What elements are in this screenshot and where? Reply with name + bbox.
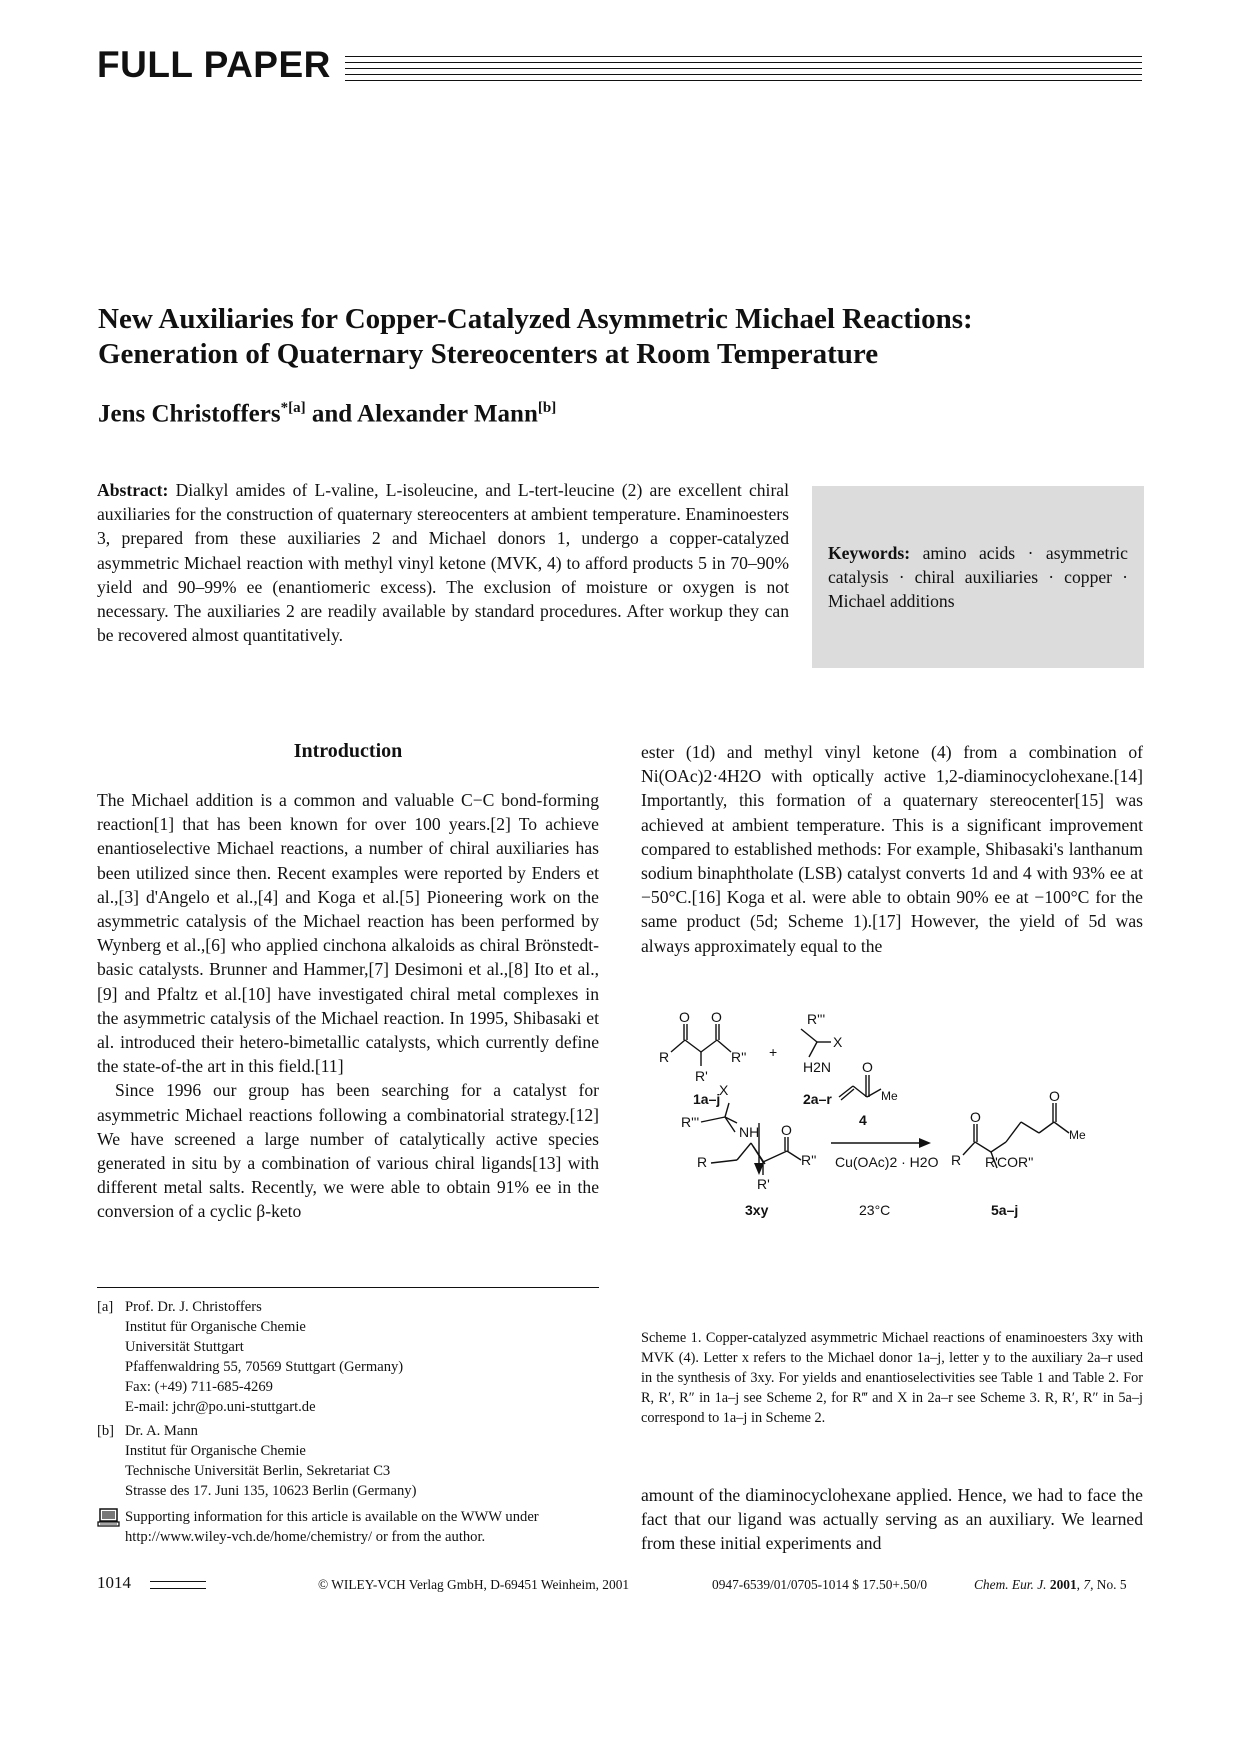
affiliation-line: Pfaffenwaldring 55, 70569 Stuttgart (Germany): [125, 1359, 404, 1375]
intro-paragraph-3: ester (1d) and methyl vinyl ketone (4) from a combination of Ni(OAc)2·4H2O with optically active 1,2-diaminocyclohexane.[14] Importantly, this formation of a quaternary stereocenter[15] was achieved at ambient temperature. This is a significant improvement compared to established methods: For example, Shibasaki's lanthanum sodium binaphtholate (LSB) catalyst converts 1d and 4 with 93% ee at −50°C.[16] Koga et al. were able to obtain 90% ee at −100°C for the same product (5d; Scheme 1).[17] However, the yield of 5d was always approximately equal to the: [641, 742, 1143, 956]
affiliation-a: [97, 1297, 599, 1417]
copyright: © WILEY-VCH Verlag GmbH, D-69451 Weinheim, 2001: [318, 1577, 630, 1592]
author-2-mark: [b]: [537, 400, 557, 416]
journal-volume: 7: [1083, 1577, 1091, 1592]
atom-O: O: [862, 1059, 873, 1075]
atom-Me: Me: [881, 1089, 898, 1103]
abstract: [97, 478, 789, 647]
paper-title: [98, 302, 1148, 372]
atom-R: R: [951, 1152, 962, 1168]
atom-O: O: [1049, 1088, 1060, 1104]
affiliation-tag: [a]: [97, 1299, 114, 1315]
section-heading: Introduction: [293, 740, 403, 762]
page-number: 1014: [97, 1573, 131, 1592]
atom-R-triple-prime: R''': [681, 1114, 700, 1130]
arrow-head: [919, 1138, 931, 1148]
compound-label-5a-j: 5a–j: [991, 1202, 1019, 1218]
keywords-label: Keywords:: [828, 543, 911, 563]
compound-label-1a-j: 1a–j: [693, 1091, 721, 1107]
affiliation-line: Universität Stuttgart: [125, 1339, 244, 1355]
affiliation-line: Institut für Organische Chemie: [125, 1319, 306, 1335]
section-label: FULL PAPER: [97, 44, 331, 85]
atom-R-prime: R': [695, 1068, 708, 1084]
title-line-1: New Auxiliaries for Copper-Catalyzed Asymmetric Michael Reactions:: [98, 303, 973, 335]
atom-O: O: [679, 1009, 690, 1025]
article-code: 0947-6539/01/0705-1014 $ 17.50+.50/0: [712, 1577, 928, 1592]
journal-name: Chem. Eur. J.: [974, 1577, 1047, 1592]
header-rule: [345, 68, 1142, 69]
author-list: [98, 400, 556, 428]
keywords-text: amino acids · asymmetric catalysis · chiral auxiliaries · copper · Michael additions: [828, 543, 1128, 612]
right-column-continued: [641, 1483, 1143, 1556]
affiliation-tag: [b]: [97, 1423, 115, 1439]
supporting-info: [97, 1507, 599, 1547]
atom-Me: Me: [1069, 1128, 1086, 1142]
header-rule: [345, 62, 1142, 63]
affiliation-line: Institut für Organische Chemie: [125, 1443, 306, 1459]
affiliation-line: Technische Universität Berlin, Sekretariat C3: [125, 1463, 391, 1479]
keywords: [828, 541, 1128, 614]
email-link[interactable]: E-mail: jchr@po.uni-stuttgart.de: [125, 1399, 316, 1415]
reagent-number: 4: [859, 1112, 867, 1128]
atom-R: R: [659, 1049, 670, 1065]
plus-sign: +: [769, 1044, 778, 1060]
atom-R: R: [697, 1154, 708, 1170]
author-2: Alexander Mann: [357, 400, 538, 428]
scheme-caption: Scheme 1. Copper-catalyzed asymmetric Michael reactions of enaminoesters 3xy with MVK (4). Letter x refers to the Michael donor 1a–j, letter y to the auxiliary 2a–r used in the synthesis of 3xy. For yields and enantioselectivities see Table 1 and Table 2. For R, R′, R″ in 1a–j see Scheme 2, for R‴ and X in 2a–r see Scheme 3. R, R′, R″ in 5a–j correspond to 1a–j in Scheme 2.: [641, 1330, 1143, 1426]
atom-NH: NH: [739, 1124, 760, 1140]
atom-R-double-prime: R'': [731, 1049, 747, 1065]
header-rule: [345, 74, 1142, 75]
journal-issue: , No. 5: [1090, 1577, 1127, 1592]
reaction-conditions: Cu(OAc)2 · H2O: [835, 1154, 939, 1170]
keywords-box: [812, 486, 1144, 668]
intro-paragraph-1: The Michael addition is a common and valuable C−C bond-forming reaction[1] that has been known for over 100 years.[2] To achieve enantioselective Michael reactions, a number of chiral auxiliaries has been utilized since then. Recent examples were reported by Enders et al.,[3] d'Angelo et al.,[4] and Koga et al.[5] Pioneering work on the asymmetric catalysis of the Michael reaction has been performed by Wynberg et al.,[6] who applied cinchona alkaloids as chiral Brönstedt-basic catalysts. Brunner and Hammer,[7] Desimoni et al.,[8] Ito et al.,[9] and Pfaltz et al.[10] have investigated chiral metal complexes in the asymmetric catalysis of the Michael reaction. In 1995, Shibasaki et al. introduced their hetero-bimetallic catalysts, which currently define the state-of-the art in this field.[11]: [97, 790, 599, 1077]
intro-paragraph-4: amount of the diaminocyclohexane applied. Hence, we had to face the fact that our ligand was actually serving as an auxiliary. We learned from these initial experiments and: [641, 1485, 1143, 1554]
compound-label-2a-r: 2a–r: [803, 1091, 832, 1107]
intro-paragraph-2: Since 1996 our group has been searching for a catalyst for asymmetric Michael reactions following a combinatorial strategy.[12] We have screened a large number of catalytically active species generated in situ by a combination of various chiral ligands[13] with different metal salts. Recently, we were able to obtain 91% ee in the conversion of a cyclic β-keto: [97, 1080, 599, 1222]
affiliation-line: Prof. Dr. J. Christoffers: [125, 1299, 262, 1315]
author-1-mark: *[a]: [280, 400, 306, 416]
footer-rule: [150, 1581, 206, 1582]
atom-COR: COR'': [997, 1154, 1034, 1170]
atom-O: O: [970, 1109, 981, 1125]
affiliation-b: [97, 1421, 599, 1501]
right-column: [641, 740, 1143, 958]
affiliation-line: Strasse des 17. Juni 135, 10623 Berlin (Germany): [125, 1483, 417, 1499]
affiliations: [97, 1297, 599, 1547]
footer-rule: [150, 1588, 206, 1589]
atom-O: O: [781, 1122, 792, 1138]
compound-label-3xy: 3xy: [745, 1202, 769, 1218]
atom-X: X: [719, 1082, 729, 1098]
reaction-scheme: [641, 1005, 1143, 1325]
compound-4-mvk: [839, 1075, 881, 1100]
computer-icon: [97, 1508, 121, 1528]
compound-2a-r: [801, 1029, 831, 1057]
footnote-rule: [97, 1287, 599, 1288]
atom-X: X: [833, 1034, 843, 1050]
title-line-2: Generation of Quaternary Stereocenters at Room Temperature: [98, 338, 879, 370]
atom-R-triple-prime: R''': [807, 1011, 826, 1027]
journal-year: 2001: [1049, 1577, 1077, 1592]
left-column: [97, 788, 599, 1224]
affiliation-line: Fax: (+49) 711-685-4269: [125, 1379, 273, 1395]
atom-R-prime: R': [985, 1154, 998, 1170]
author-joiner: and: [305, 400, 358, 428]
atom-O: O: [711, 1009, 722, 1025]
supporting-info-text: Supporting information for this article is available on the WWW under http://www.wiley-vch.de/home/chemistry/ or from the author.: [125, 1509, 539, 1545]
reaction-temperature: 23°C: [859, 1202, 891, 1218]
compound-1a-j: [671, 1024, 731, 1066]
journal-citation: Chem. Eur. J. 2001, 7, No. 5: [974, 1577, 1127, 1592]
abstract-text: Dialkyl amides of L-valine, L-isoleucine, and L-tert-leucine (2) are excellent chiral auxiliaries for the construction of quaternary stereocenters at ambient temperature. Enaminoesters 3, prepared from these auxiliaries 2 and Michael donors 1, undergo a copper-catalyzed asymmetric Michael reaction with methyl vinyl ketone (MVK, 4) to afford products 5 in 70–90% yield and 90–99% ee (enantiomeric excess). The exclusion of moisture or oxygen is not necessary. The auxiliaries 2 are readily available by standard procedures. After workup they can be recovered almost quantitatively.: [97, 480, 790, 646]
author-1: Jens Christoffers: [98, 400, 281, 428]
atom-R-prime: R': [757, 1176, 770, 1192]
atom-R-double-prime: R'': [801, 1152, 817, 1168]
abstract-label: Abstract:: [97, 480, 169, 500]
header-rule: [345, 56, 1142, 57]
atom-H2N: H2N: [803, 1059, 832, 1075]
header-rule: [345, 80, 1142, 81]
affiliation-line: Dr. A. Mann: [125, 1423, 198, 1439]
